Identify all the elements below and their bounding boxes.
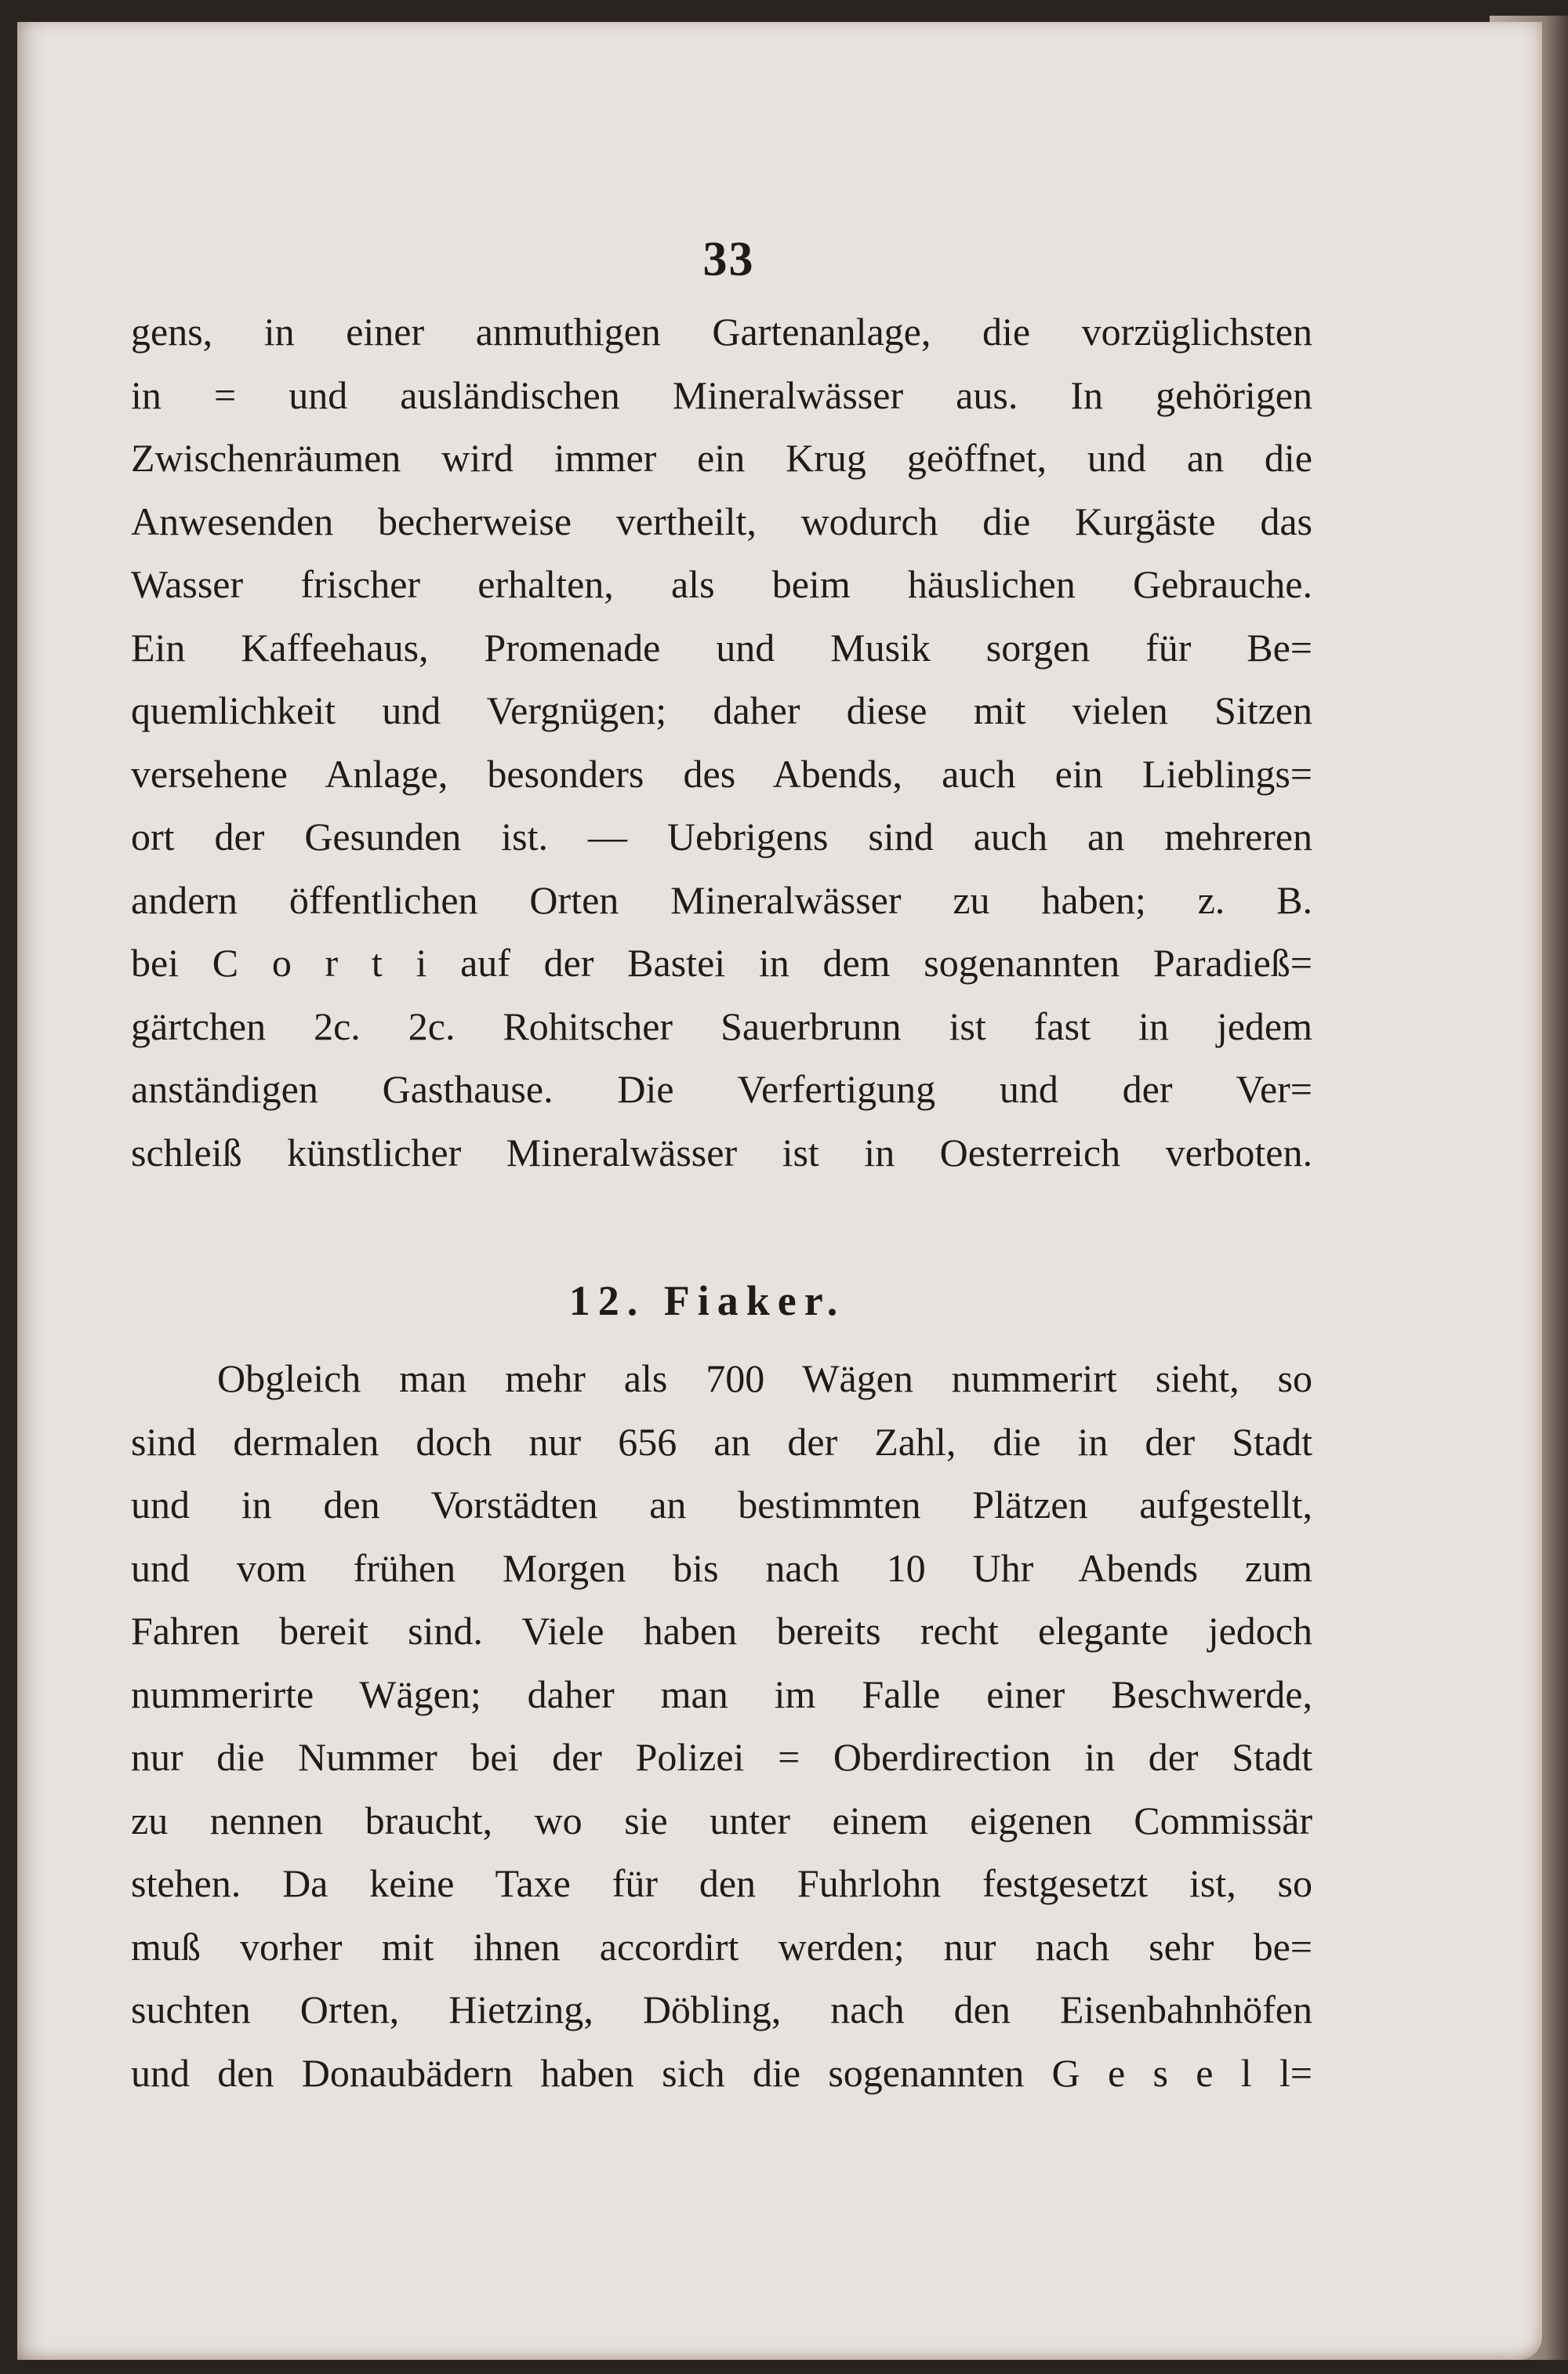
text-line: und in den Vorstädten an bestimmten Plätzen aufgestellt,: [131, 1483, 1312, 1526]
text-line: Obgleich man mehr als 700 Wägen nummerirt sieht, so: [217, 1356, 1312, 1400]
text-line: und den Donaubädern haben sich die sogenannten G e s e l l=: [131, 2050, 1312, 2095]
text-line: suchten Orten, Hietzing, Döbling, nach den Eisenbahnhöfen: [131, 1987, 1312, 2031]
text-line: Zwischenräumen wird immer ein Krug geöffnet, und an die: [131, 436, 1312, 480]
text-line: andern öffentlichen Orten Mineralwässer zu haben; z. B.: [131, 877, 1312, 922]
text-line: Anwesenden becherweise vertheilt, wodurch die Kurgäste das: [131, 499, 1312, 543]
text-line: sind dermalen doch nur 656 an der Zahl, die in der Stadt: [131, 1419, 1312, 1464]
text-line: Fahren bereit sind. Viele haben bereits recht elegante jedoch: [131, 1609, 1312, 1653]
text-line: nur die Nummer bei der Polizei = Oberdirection in der Stadt: [131, 1735, 1312, 1779]
text-line: und vom frühen Morgen bis nach 10 Uhr Abends zum: [131, 1545, 1312, 1590]
text-line: zu nennen braucht, wo sie unter einem eigenen Commissär: [131, 1798, 1312, 1842]
text-line: nummerirte Wägen; daher man im Falle einer Beschwerde,: [131, 1672, 1312, 1716]
text-line: in = und ausländischen Mineralwässer aus. In gehörigen: [131, 372, 1312, 417]
text-line: gens, in einer anmuthigen Gartenanlage, die vorzüglichsten: [131, 310, 1312, 354]
page-number: 33: [702, 233, 755, 286]
paragraph-fiaker: [131, 1347, 1312, 2104]
text-line: versehene Anlage, besonders des Abends, auch ein Lieblings=: [131, 751, 1312, 796]
section-heading: 12. Fiaker.: [568, 1277, 846, 1324]
text-line: ort der Gesunden ist. — Uebrigens sind auch an mehreren: [131, 815, 1312, 858]
text-line: muß vorher mit ihnen accordirt werden; nur nach sehr be=: [131, 1924, 1312, 1969]
text-line: quemlichkeit und Vergnügen; daher diese mit vielen Sitzen: [131, 688, 1312, 732]
book-page: [17, 22, 1542, 2360]
text-line: gärtchen 2c. 2c. Rohitscher Sauerbrunn ist fast in jedem: [131, 1004, 1312, 1048]
text-line: stehen. Da keine Taxe für den Fuhrlohn festgesetzt ist, so: [131, 1861, 1312, 1905]
text-line: Ein Kaffeehaus, Promenade und Musik sorgen für Be=: [131, 625, 1312, 670]
text-line: bei C o r t i auf der Bastei in dem sogenannten Paradieß=: [131, 941, 1312, 985]
text-line: Wasser frischer erhalten, als beim häuslichen Gebrauche.: [131, 562, 1312, 606]
paragraph-mineral-waters: [131, 300, 1312, 1184]
text-line: schleiß künstlicher Mineralwässer ist in Oesterreich verboten.: [131, 1130, 1312, 1174]
text-line: anständigen Gasthause. Die Verfertigung und der Ver=: [131, 1067, 1312, 1111]
